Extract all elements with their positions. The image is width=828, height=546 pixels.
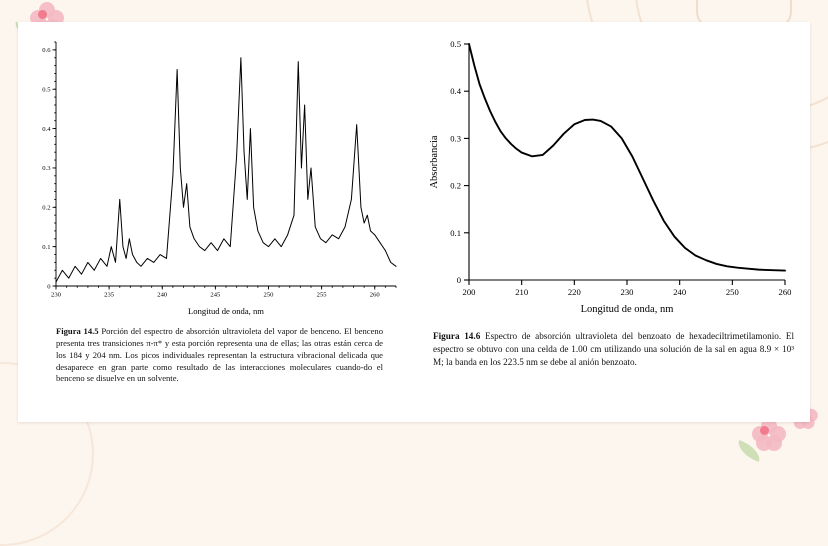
figure-14-5-caption-text: Porción del espectro de absorción ultravioleta del vapor de benceno. El benceno presenta tres transiciones π-π* y esta porción representa una de ellas; las otras están cerca de los 184 y 204 nm. Los picos individuales representan la estructura vibracional delicada que desaparece en gran parte como resultado de las interacciones moleculares cuando-do el benceno se disuelve en un solvente. (56, 326, 384, 384)
svg-text:0.1: 0.1 (42, 243, 51, 251)
svg-text:240: 240 (673, 287, 687, 297)
svg-text:260: 260 (778, 287, 792, 297)
svg-text:0.3: 0.3 (42, 165, 51, 173)
figure-14-5-caption-label: Figura 14.5 (56, 326, 99, 336)
svg-text:220: 220 (567, 287, 581, 297)
svg-text:230: 230 (620, 287, 634, 297)
svg-text:0.3: 0.3 (450, 133, 461, 144)
svg-text:255: 255 (316, 291, 327, 299)
figure-14-5-caption (56, 326, 383, 385)
figure-14-5-chart (26, 30, 405, 320)
benzene-vapor-spectrum-plot (26, 30, 404, 320)
figure-14-6-caption (433, 330, 794, 369)
blossom-icon (752, 418, 786, 452)
svg-text:250: 250 (263, 291, 274, 299)
svg-text:250: 250 (725, 287, 739, 297)
figure-14-6-caption-label: Figura 14.6 (433, 331, 481, 341)
svg-text:0: 0 (47, 283, 51, 291)
svg-text:200: 200 (462, 287, 476, 297)
slide-canvas (18, 22, 810, 422)
svg-text:245: 245 (210, 291, 221, 299)
svg-text:0.5: 0.5 (42, 86, 51, 94)
svg-text:0.2: 0.2 (42, 204, 51, 212)
svg-text:210: 210 (515, 287, 529, 297)
svg-text:Longitud de onda, nm: Longitud de onda, nm (188, 306, 264, 316)
benzoate-spectrum-plot (425, 30, 797, 320)
svg-text:240: 240 (157, 291, 168, 299)
svg-text:0.6: 0.6 (42, 47, 51, 55)
svg-text:0.1: 0.1 (450, 227, 461, 238)
svg-text:Absorbancia: Absorbancia (429, 135, 440, 189)
svg-text:235: 235 (104, 291, 115, 299)
figure-14-5-panel (18, 22, 413, 422)
svg-text:0.4: 0.4 (450, 86, 461, 97)
svg-text:0.5: 0.5 (450, 39, 461, 50)
svg-text:230: 230 (51, 291, 61, 299)
figure-14-6-caption-text: Espectro de absorción ultravioleta del benzoato de hexadeciltrimetilamonio. El espectro se obtuvo con una celda de 1.00 cm utilizando una solución de la sal en agua 8.9 × 10³ M; la banda en los 223.5 nm se debe al anión benzoato. (433, 331, 794, 368)
svg-text:0.2: 0.2 (450, 180, 461, 191)
leaf-icon (734, 440, 763, 462)
svg-text:0: 0 (456, 275, 461, 286)
figure-14-6-panel (413, 22, 810, 422)
figure-14-6-chart (425, 30, 802, 320)
svg-text:0.4: 0.4 (42, 125, 51, 133)
svg-text:260: 260 (369, 291, 380, 299)
svg-text:Longitud de onda, nm: Longitud de onda, nm (580, 304, 674, 315)
